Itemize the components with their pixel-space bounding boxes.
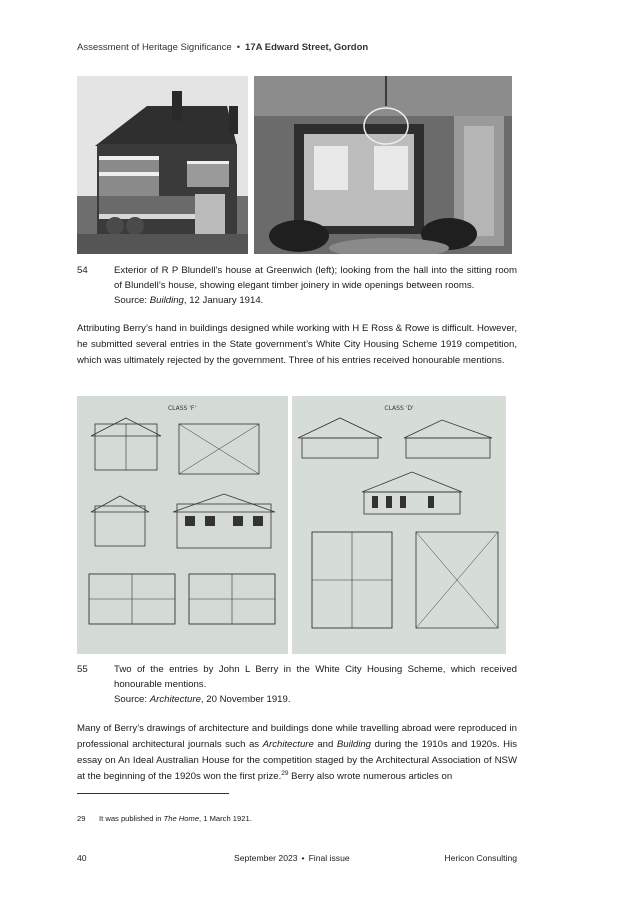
figure-54-caption-text: Exterior of R P Blundell’s house at Greenwich (left); looking from the hall into the sitting room of Blundell’s house, showing elegant timber joinery in wide openings between rooms. [114,265,517,291]
footer-date-status: September 2023 • Final issue [234,853,350,863]
figure-55-caption-text: Two of the entries by John L Berry in the White City Housing Scheme, which received honourable mentions. [114,664,517,690]
header-title: Assessment of Heritage Significance [77,42,232,53]
footer-organisation: Hericon Consulting [444,853,517,863]
header-bullet: • [236,42,241,53]
figure-55-number: 55 [77,664,88,675]
house-exterior-illustration [77,76,248,254]
plan-class-d-drawing [292,396,506,654]
plan-left-title: CLASS 'F' [167,405,197,412]
plan-right-title: CLASS 'D' [384,405,414,412]
figure-54-number: 54 [77,265,88,276]
footnote-29: 29 It was published in The Home, 1 March 1921. [77,814,252,823]
running-header [77,42,368,53]
figure-54-source: Source: Building, 12 January 1914. [114,295,264,306]
plan-class-d [292,396,506,654]
header-address: 17A Edward Street, Gordon [245,42,369,53]
figure-55-caption [77,662,517,707]
figure-55-source: Source: Architecture, 20 November 1919. [114,694,291,705]
footnote-rule [77,793,229,794]
interior-illustration [254,76,512,254]
footnote-ref-29: 29 [281,769,289,777]
footer-page-number: 40 [77,853,87,863]
plan-class-f [77,396,288,654]
plan-class-f-drawing [77,396,288,654]
paragraph-attribution: Attributing Berry’s hand in buildings designed while working with H E Ross & Rowe is difficult. However, he submitted several entries in the State government’s White City Housing Scheme 1919 competition, which was ultimately rejected by the government. Three of his entries received honourable mentions. [77,323,517,366]
photo-blundell-house-exterior [77,76,248,254]
photo-blundell-sitting-room [254,76,512,254]
paragraph-berry-drawings: Many of Berry’s drawings of architecture and buildings done while travelling abroad were reproduced in professional architectural journals such as Architecture and Building during the 1910s and 1920s. His essay on An Ideal Australian House for the competition staged by the Architectural Association of NSW at the beginning of the 1920s won the first prize.$^{29}$ Berry also wrote numerous articles on [77,723,517,782]
figure-54-caption [77,263,517,308]
